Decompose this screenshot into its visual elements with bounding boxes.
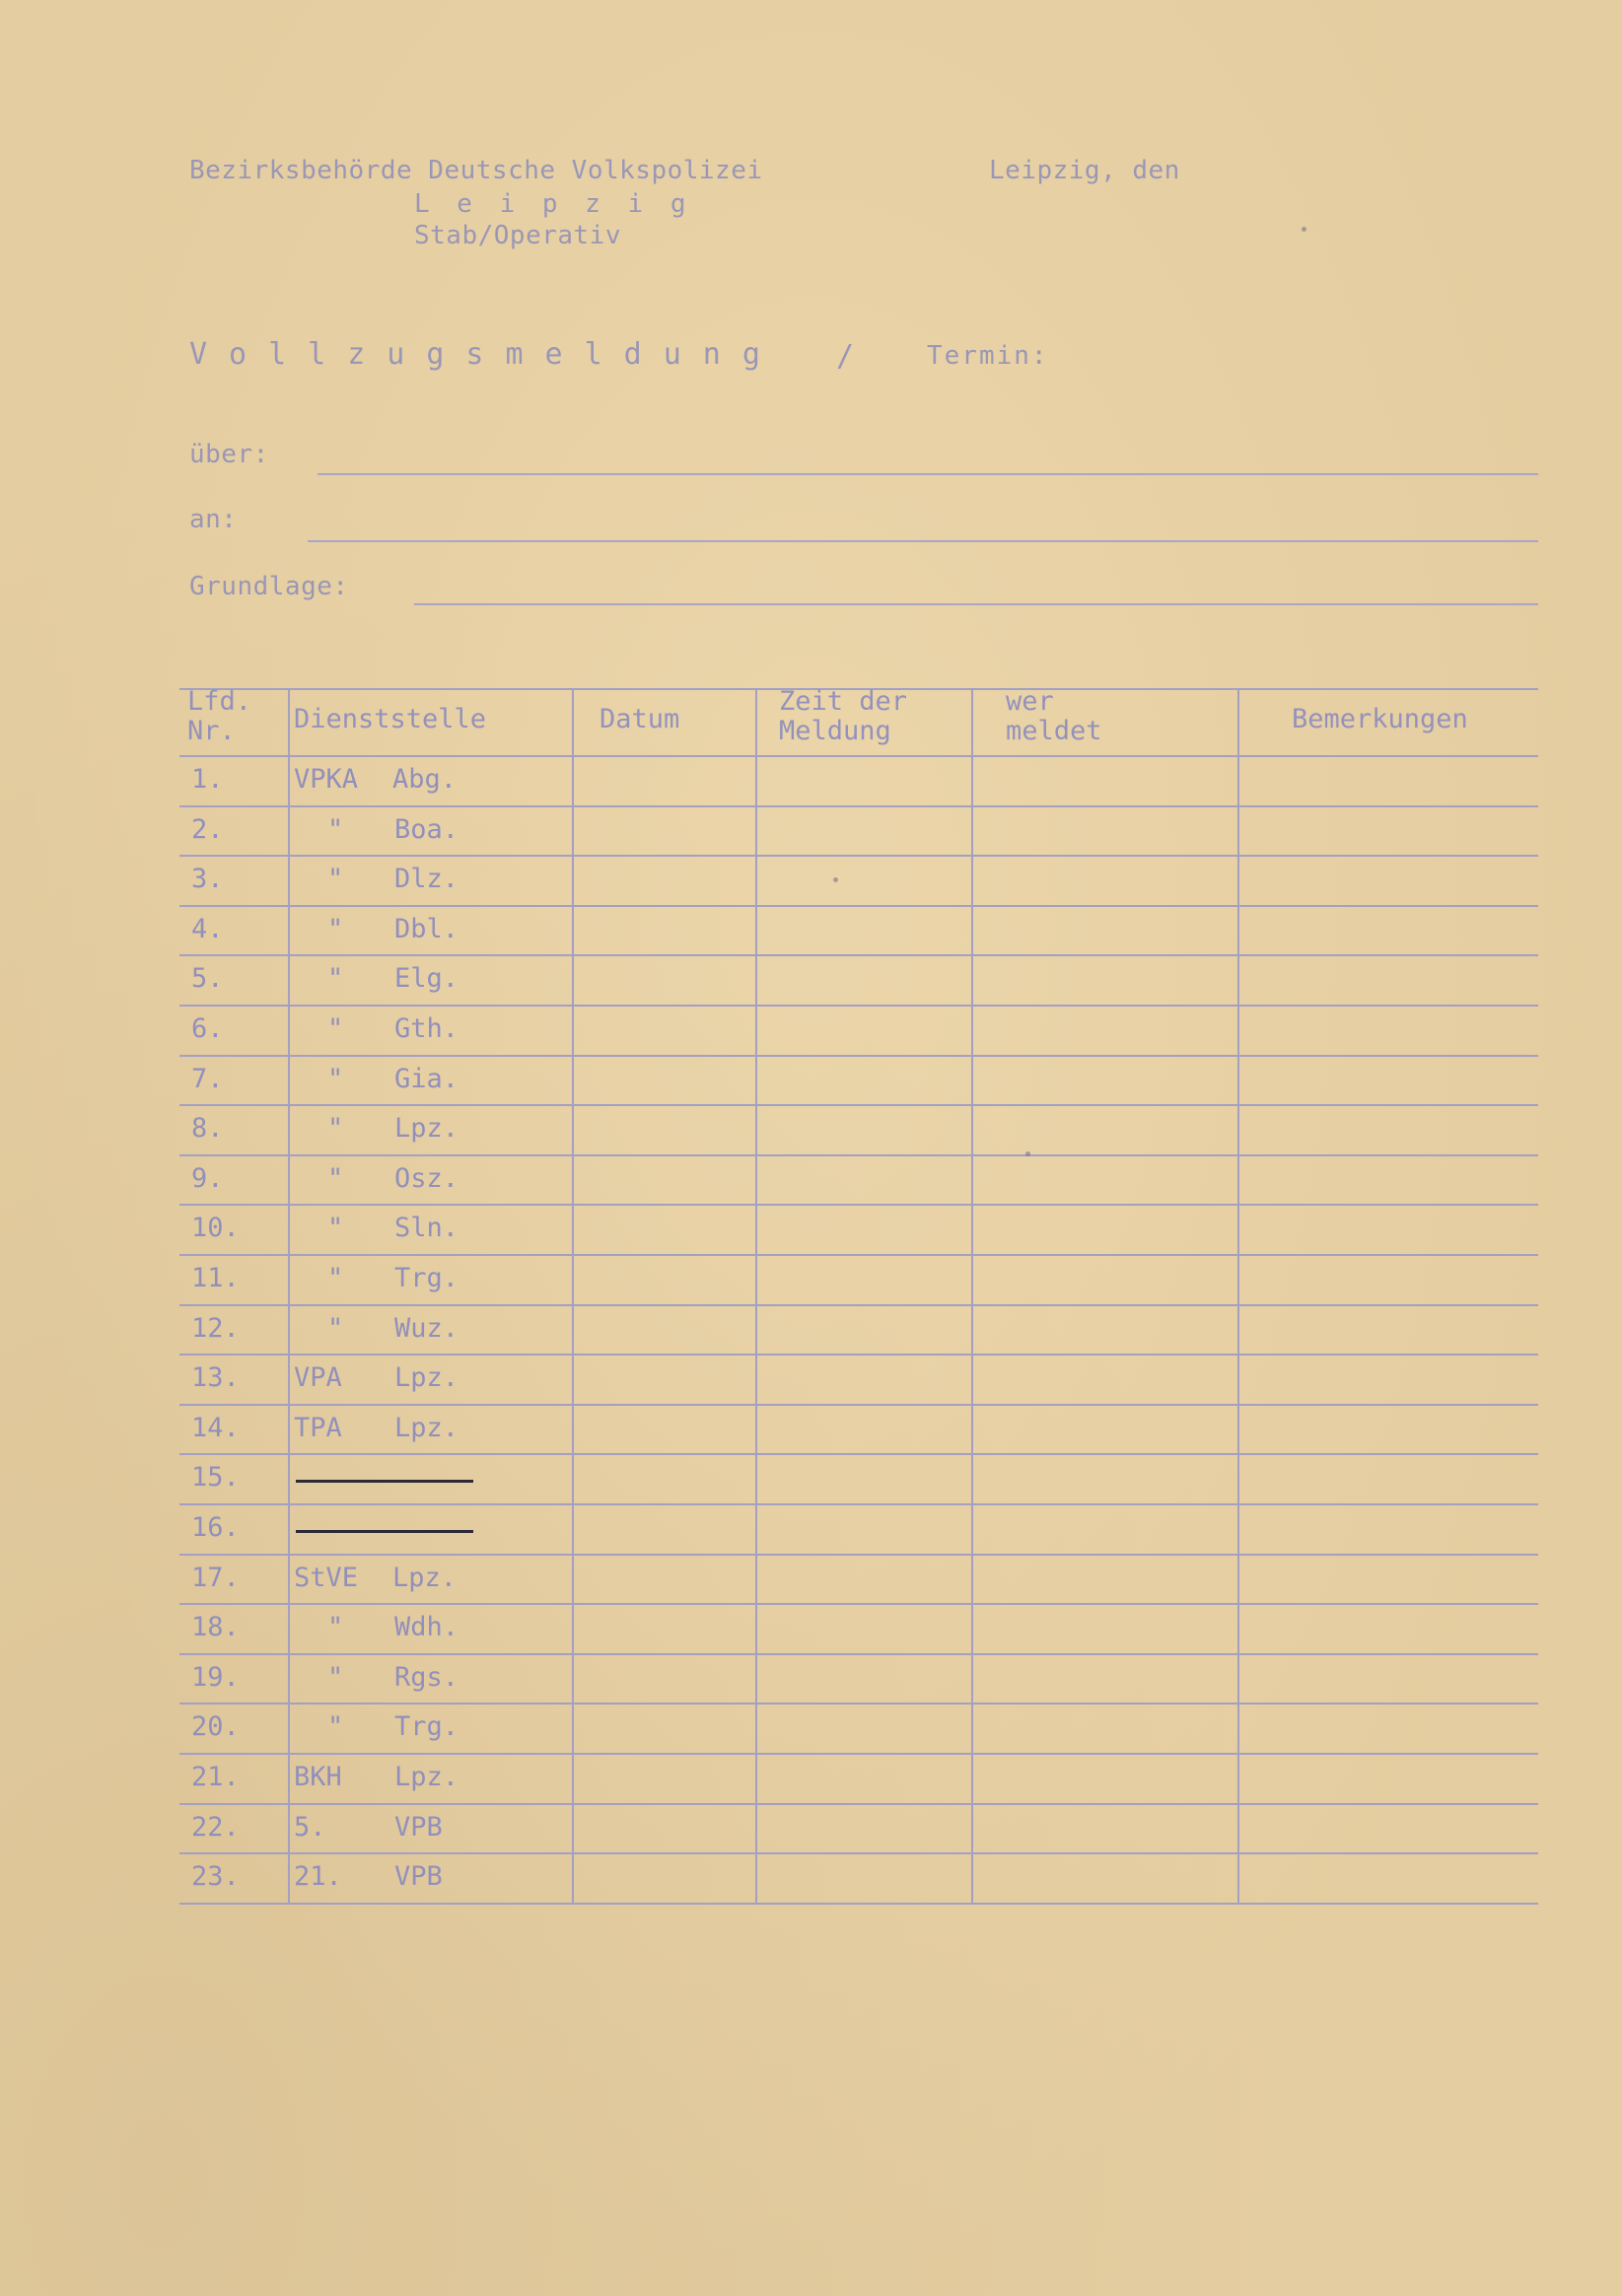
entry-cell-who[interactable]: [975, 1655, 1234, 1702]
row-unit: ": [327, 864, 344, 895]
column-rule: [971, 688, 973, 1903]
row-place: Elg.: [394, 963, 459, 995]
row-place: Osz.: [394, 1162, 459, 1194]
entry-cell-time[interactable]: [759, 1505, 967, 1552]
entry-cell-who[interactable]: [975, 1406, 1234, 1452]
row-unit: BKH: [294, 1762, 342, 1792]
row-unit: ": [327, 1113, 344, 1145]
entry-cell-time[interactable]: [759, 1406, 967, 1452]
entry-cell-time[interactable]: [759, 1854, 967, 1901]
title-separator: /: [836, 339, 855, 374]
column-rule: [755, 688, 757, 1903]
entry-cell-time[interactable]: [759, 757, 967, 803]
field-label-grundlage: Grundlage:: [189, 572, 349, 601]
entry-cell-date[interactable]: [576, 1156, 751, 1203]
row-unit: ": [327, 1263, 344, 1293]
entry-cell-remarks[interactable]: [1241, 956, 1534, 1003]
row-place: Trg.: [394, 1263, 459, 1293]
entry-cell-remarks[interactable]: [1241, 1605, 1534, 1651]
row-unit: StVE: [294, 1562, 359, 1593]
row-number: 19.: [191, 1661, 240, 1693]
entry-cell-time[interactable]: [759, 907, 967, 953]
column-rule: [288, 688, 290, 1903]
entry-cell-time[interactable]: [759, 1057, 967, 1103]
entry-cell-who[interactable]: [975, 1505, 1234, 1552]
row-place: Lpz.: [394, 1362, 459, 1394]
entry-cell-who[interactable]: [975, 1605, 1234, 1651]
row-unit: ": [327, 1013, 344, 1044]
entry-cell-date[interactable]: [576, 956, 751, 1003]
entry-cell-date[interactable]: [576, 857, 751, 903]
authority-line: Bezirksbehörde Deutsche Volkspolizei: [189, 156, 763, 185]
row-place: VPB: [394, 1811, 443, 1843]
row-place: Dlz.: [394, 864, 459, 895]
entry-cell-who[interactable]: [975, 757, 1234, 803]
header-date: Datum: [599, 704, 680, 734]
entry-cell-remarks[interactable]: [1241, 1007, 1534, 1053]
entry-cell-remarks[interactable]: [1241, 1406, 1534, 1452]
row-unit: 5.: [294, 1811, 326, 1843]
place-date: Leipzig, den: [989, 156, 1180, 185]
entry-cell-date[interactable]: [576, 1206, 751, 1252]
entry-cell-time[interactable]: [759, 807, 967, 854]
entry-cell-who[interactable]: [975, 1556, 1234, 1602]
entry-cell-who[interactable]: [975, 1106, 1234, 1152]
entry-cell-who[interactable]: [975, 857, 1234, 903]
row-unit: ": [327, 1711, 344, 1743]
row-unit: ": [327, 1312, 344, 1344]
row-number: 16.: [191, 1512, 240, 1543]
entry-cell-time[interactable]: [759, 1556, 967, 1602]
entry-cell-who[interactable]: [975, 1854, 1234, 1901]
entry-cell-who[interactable]: [975, 1356, 1234, 1402]
entry-cell-time[interactable]: [759, 1206, 967, 1252]
entry-cell-who[interactable]: [975, 1705, 1234, 1751]
entry-cell-date[interactable]: [576, 1406, 751, 1452]
entry-cell-date[interactable]: [576, 1655, 751, 1702]
entry-cell-date[interactable]: [576, 1455, 751, 1501]
entry-cell-remarks[interactable]: [1241, 757, 1534, 803]
entry-cell-remarks[interactable]: [1241, 807, 1534, 854]
row-unit: ": [327, 1063, 344, 1094]
entry-cell-date[interactable]: [576, 1505, 751, 1552]
row-number: 5.: [191, 963, 224, 995]
row-place: Boa.: [394, 813, 459, 845]
header-who-line1: wer: [1006, 686, 1054, 717]
row-number: 3.: [191, 864, 224, 895]
row-unit: VPA: [294, 1362, 342, 1394]
row-number: 4.: [191, 913, 224, 944]
strikethrough-mark: [296, 1530, 473, 1533]
row-number: 22.: [191, 1811, 240, 1843]
strikethrough-mark: [296, 1480, 473, 1483]
row-unit: TPA: [294, 1412, 342, 1443]
row-number: 15.: [191, 1462, 240, 1494]
row-place: Dbl.: [394, 913, 459, 944]
entry-cell-date[interactable]: [576, 1106, 751, 1152]
row-place: Trg.: [394, 1711, 459, 1743]
row-number: 9.: [191, 1162, 224, 1194]
entry-cell-date[interactable]: [576, 1605, 751, 1651]
entry-cell-date[interactable]: [576, 1356, 751, 1402]
entry-cell-remarks[interactable]: [1241, 1705, 1534, 1751]
entry-cell-time[interactable]: [759, 1755, 967, 1801]
row-place: Wuz.: [394, 1312, 459, 1344]
department-name: Stab/Operativ: [414, 221, 621, 250]
entry-cell-time[interactable]: [759, 1007, 967, 1053]
entry-cell-remarks[interactable]: [1241, 1057, 1534, 1103]
row-number: 21.: [191, 1762, 240, 1792]
form-title: Vollzugsmeldung: [189, 337, 782, 372]
ink-speck: [1025, 1151, 1030, 1156]
row-place: Gth.: [394, 1013, 459, 1044]
entry-cell-remarks[interactable]: [1241, 1356, 1534, 1402]
entry-cell-remarks[interactable]: [1241, 1106, 1534, 1152]
entry-cell-date[interactable]: [576, 1854, 751, 1901]
field-label-ueber: über:: [189, 440, 269, 469]
row-place: Lpz.: [392, 1562, 458, 1593]
ink-speck: [833, 877, 838, 882]
column-rule: [572, 688, 574, 1903]
row-place: Gia.: [394, 1063, 459, 1094]
row-place: Lpz.: [394, 1113, 459, 1145]
row-number: 14.: [191, 1412, 240, 1443]
entry-cell-remarks[interactable]: [1241, 857, 1534, 903]
entry-cell-time[interactable]: [759, 1455, 967, 1501]
row-place: Abg.: [392, 764, 458, 795]
entry-cell-who[interactable]: [975, 907, 1234, 953]
entry-cell-remarks[interactable]: [1241, 1156, 1534, 1203]
entry-cell-time[interactable]: [759, 1156, 967, 1203]
header-nr-line2: Nr.: [187, 716, 236, 746]
field-label-an: an:: [189, 505, 238, 534]
city-name: L e i p z i g: [414, 189, 692, 219]
row-place: Lpz.: [394, 1762, 459, 1792]
entry-cell-who[interactable]: [975, 807, 1234, 854]
row-unit: ": [327, 1661, 344, 1693]
header-who-line2: meldet: [1006, 716, 1102, 746]
row-number: 1.: [191, 764, 224, 795]
entry-cell-date[interactable]: [576, 757, 751, 803]
entry-cell-time[interactable]: [759, 1805, 967, 1851]
entry-cell-date[interactable]: [576, 1256, 751, 1302]
header-time-line2: Meldung: [779, 716, 891, 746]
entry-cell-who[interactable]: [975, 1455, 1234, 1501]
row-number: 12.: [191, 1312, 240, 1344]
entry-cell-date[interactable]: [576, 1057, 751, 1103]
row-unit: ": [327, 1213, 344, 1244]
column-rule: [1237, 688, 1239, 1903]
header-remarks: Bemerkungen: [1292, 704, 1468, 734]
entry-cell-time[interactable]: [759, 1655, 967, 1702]
entry-cell-who[interactable]: [975, 1156, 1234, 1203]
row-number: 8.: [191, 1113, 224, 1145]
deadline-label: Termin:: [927, 341, 1049, 371]
row-place: Rgs.: [394, 1661, 459, 1693]
entry-cell-time[interactable]: [759, 1106, 967, 1152]
entry-cell-time[interactable]: [759, 956, 967, 1003]
row-unit: VPKA: [294, 764, 359, 795]
entry-cell-date[interactable]: [576, 1556, 751, 1602]
entry-cell-date[interactable]: [576, 1805, 751, 1851]
entry-cell-who[interactable]: [975, 1057, 1234, 1103]
entry-cell-date[interactable]: [576, 1306, 751, 1353]
entry-cell-remarks[interactable]: [1241, 1256, 1534, 1302]
entry-cell-time[interactable]: [759, 1705, 967, 1751]
row-number: 7.: [191, 1063, 224, 1094]
entry-cell-remarks[interactable]: [1241, 1206, 1534, 1252]
row-number: 17.: [191, 1562, 240, 1593]
row-unit: ": [327, 813, 344, 845]
entry-cell-time[interactable]: [759, 857, 967, 903]
row-number: 6.: [191, 1013, 224, 1044]
entry-cell-time[interactable]: [759, 1356, 967, 1402]
row-number: 2.: [191, 813, 224, 845]
entry-cell-who[interactable]: [975, 1206, 1234, 1252]
row-place: Sln.: [394, 1213, 459, 1244]
entry-cell-remarks[interactable]: [1241, 1755, 1534, 1801]
entry-cell-time[interactable]: [759, 1306, 967, 1353]
row-place: VPB: [394, 1861, 443, 1893]
entry-cell-remarks[interactable]: [1241, 1655, 1534, 1702]
row-number: 11.: [191, 1263, 240, 1293]
entry-cell-remarks[interactable]: [1241, 1455, 1534, 1501]
row-unit: ": [327, 913, 344, 944]
entry-cell-remarks[interactable]: [1241, 1505, 1534, 1552]
row-unit: ": [327, 1612, 344, 1643]
header-nr-line1: Lfd.: [187, 686, 252, 717]
entry-cell-remarks[interactable]: [1241, 1805, 1534, 1851]
row-place: Lpz.: [394, 1412, 459, 1443]
row-unit: ": [327, 1162, 344, 1194]
ink-speck: [1302, 227, 1306, 232]
entry-cell-remarks[interactable]: [1241, 907, 1534, 953]
row-unit: 21.: [294, 1861, 342, 1893]
entry-cell-remarks[interactable]: [1241, 1556, 1534, 1602]
entry-cell-remarks[interactable]: [1241, 1306, 1534, 1353]
header-unit: Dienststelle: [294, 704, 487, 734]
entry-cell-who[interactable]: [975, 1256, 1234, 1302]
entry-cell-date[interactable]: [576, 907, 751, 953]
entry-cell-who[interactable]: [975, 956, 1234, 1003]
entry-cell-date[interactable]: [576, 1705, 751, 1751]
entry-cell-time[interactable]: [759, 1256, 967, 1302]
row-place: Wdh.: [394, 1612, 459, 1643]
row-number: 13.: [191, 1362, 240, 1394]
row-unit: ": [327, 963, 344, 995]
entry-cell-date[interactable]: [576, 1007, 751, 1053]
row-rule: [179, 1903, 1538, 1905]
entry-cell-who[interactable]: [975, 1306, 1234, 1353]
entry-cell-date[interactable]: [576, 1755, 751, 1801]
row-number: 10.: [191, 1213, 240, 1244]
entry-cell-date[interactable]: [576, 807, 751, 854]
entry-cell-who[interactable]: [975, 1755, 1234, 1801]
entry-cell-who[interactable]: [975, 1007, 1234, 1053]
entry-cell-remarks[interactable]: [1241, 1854, 1534, 1901]
entry-cell-time[interactable]: [759, 1605, 967, 1651]
row-number: 18.: [191, 1612, 240, 1643]
header-time-line1: Zeit der: [779, 686, 908, 717]
row-number: 20.: [191, 1711, 240, 1743]
row-number: 23.: [191, 1861, 240, 1893]
entry-cell-who[interactable]: [975, 1805, 1234, 1851]
